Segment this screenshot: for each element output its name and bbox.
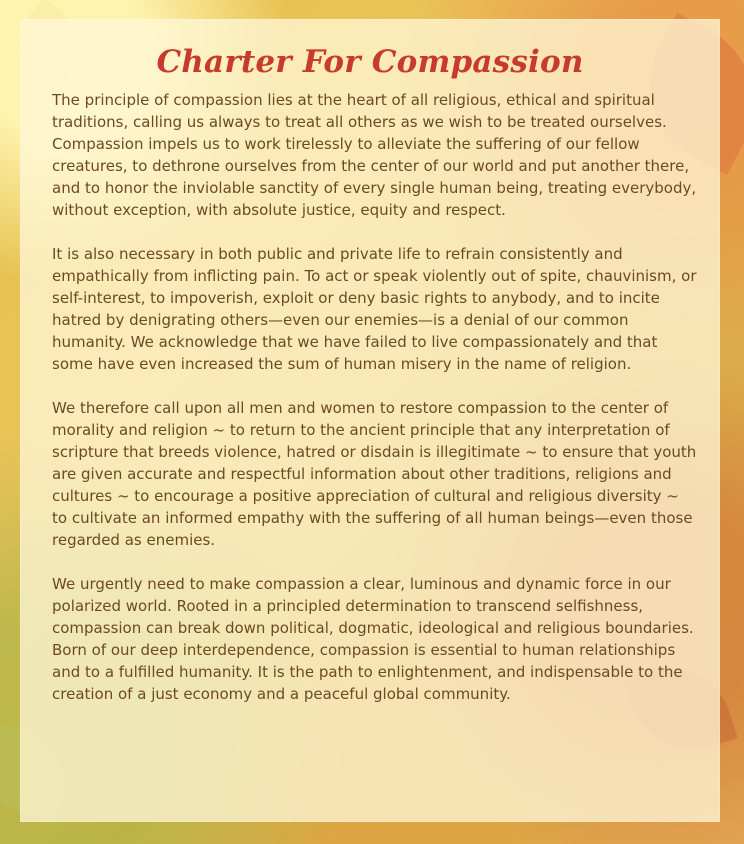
charter-content (52, 89, 698, 727)
charter-panel (20, 19, 720, 822)
charter-paragraph-1: The principle of compassion lies at the heart of all religious, ethical and spiritual traditions, calling us always to treat all others as we wish to be treated ourselves. Compassion impels us to work tirelessly to alleviate the suffering of our fellow creatures, to dethrone ourselves from the center of our world and put another there, and to honor the inviolable sanctity of every single human being, treating everybody, without exception, with absolute justice, equity and respect. (52, 91, 697, 219)
charter-paragraph-3: We therefore call upon all men and women to restore compassion to the center of morality and religion ~ to return to the ancient principle that any interpretation of scripture that breeds violence, hatred or disdain is illegitimate ~ to ensure that youth are given accurate and respectful information about other traditions, religions and cultures ~ to encourage a positive appreciation of cultural and religious diversity ~ to cultivate an informed empathy with the suffering of all human beings—even those regarded as enemies. (52, 399, 697, 549)
charter-paragraph-4: We urgently need to make compassion a clear, luminous and dynamic force in our polarized world. Rooted in a principled determination to transcend selfishness, compassion can break down political, dogmatic, ideological and religious boundaries. Born of our deep interdependence, compassion is essential to human relationships and to a fulfilled humanity. It is the path to enlightenment, and indispensable to the creation of a just economy and a peaceful global community. (52, 575, 694, 703)
charter-title: Charter For Compassion (156, 44, 584, 80)
charter-paragraph-2: It is also necessary in both public and private life to refrain consistently and empathically from inflicting pain. To act or speak violently out of spite, chauvinism, or self-interest, to impoverish, exploit or deny basic rights to anybody, and to incite hatred by denigrating others—even our enemies—is a denial of our common humanity. We acknowledge that we have failed to live compassionately and that some have even increased the sum of human misery in the name of religion. (52, 245, 697, 373)
